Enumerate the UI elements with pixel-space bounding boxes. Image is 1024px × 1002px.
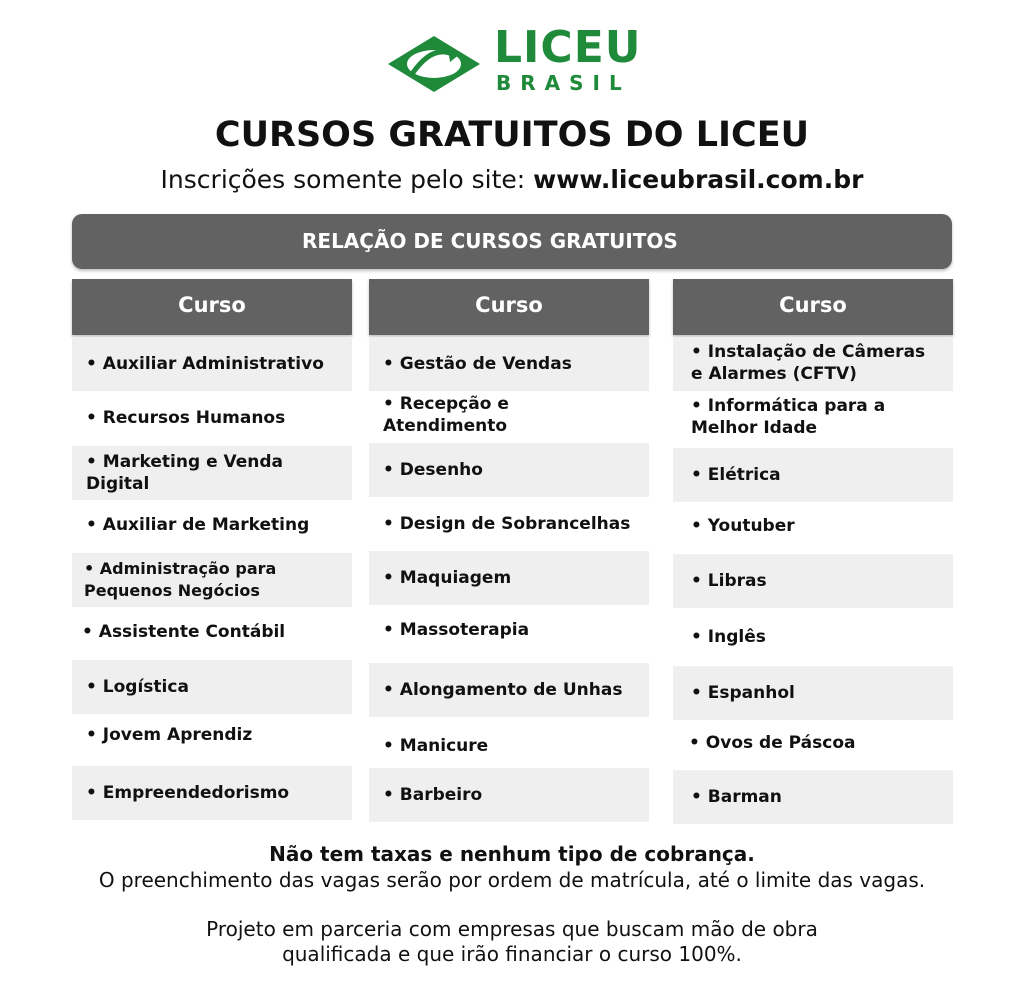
subtitle-prefix: Inscrições somente pelo site:: [160, 165, 534, 194]
logo-text-liceu: LICEU: [494, 22, 642, 73]
footer-no-fees: Não tem taxas e nenhum tipo de cobrança.: [269, 842, 755, 866]
banner-title: RELAÇÃO DE CURSOS GRATUITOS: [302, 229, 678, 253]
footer-partnership-line1: Projeto em parceria com empresas que buscam mão de obra: [206, 917, 818, 941]
courses-banner: [72, 214, 952, 269]
site-url[interactable]: www.liceubrasil.com.br: [533, 165, 864, 194]
course-column-2: [369, 279, 649, 805]
course-item: • Jovem Aprendiz: [86, 725, 253, 745]
course-item: • Barman: [673, 770, 953, 824]
course-item: • Alongamento de Unhas: [369, 663, 649, 717]
course-item: • Assistente Contábil: [82, 622, 286, 642]
course-item: • Empreendedorismo: [72, 766, 352, 820]
column-header: Curso: [369, 279, 649, 335]
liceu-brasil-logo: [386, 22, 646, 100]
course-item: • Informática para a Melhor Idade: [691, 396, 886, 438]
course-item: • Auxiliar Administrativo: [72, 337, 352, 391]
course-item: • Manicure: [383, 736, 489, 756]
course-item: • Auxiliar de Marketing: [86, 515, 310, 535]
course-item: • Barbeiro: [369, 768, 649, 822]
course-item: • Libras: [673, 554, 953, 608]
course-item: • Design de Sobrancelhas: [383, 514, 631, 534]
footer-enrollment-note: O preenchimento das vagas serão por ordem de matrícula, até o limite das vagas.: [98, 868, 926, 892]
course-item: • Maquiagem: [369, 551, 649, 605]
course-item: • Elétrica: [673, 448, 953, 502]
course-item: • Instalação de Câmeras e Alarmes (CFTV): [673, 337, 953, 391]
subtitle: [0, 162, 1024, 198]
logo-text-brasil: BRASIL: [496, 71, 631, 95]
course-column-1: [72, 279, 352, 803]
liceu-logo-icon: [386, 34, 482, 94]
course-item: • Desenho: [369, 443, 649, 497]
course-item: • Espanhol: [673, 666, 953, 720]
column-header: Curso: [72, 279, 352, 335]
course-item: • Recursos Humanos: [86, 408, 286, 428]
column-header: Curso: [673, 279, 953, 335]
course-item: • Recepção e Atendimento: [383, 394, 509, 436]
course-item: • Ovos de Páscoa: [689, 733, 856, 753]
course-item: • Youtuber: [691, 516, 795, 536]
page-title: CURSOS GRATUITOS DO LICEU: [214, 115, 810, 155]
course-item: • Inglês: [691, 627, 766, 647]
course-column-3: [673, 279, 953, 807]
course-item: • Gestão de Vendas: [369, 337, 649, 391]
course-item: • Logística: [72, 660, 352, 714]
course-item: • Marketing e Venda Digital: [72, 446, 352, 500]
course-item: • Massoterapia: [383, 620, 530, 640]
footer-partnership-line2: qualificada e que irão financiar o curso 100%.: [282, 942, 742, 966]
course-item: • Administração para Pequenos Negócios: [72, 553, 352, 607]
